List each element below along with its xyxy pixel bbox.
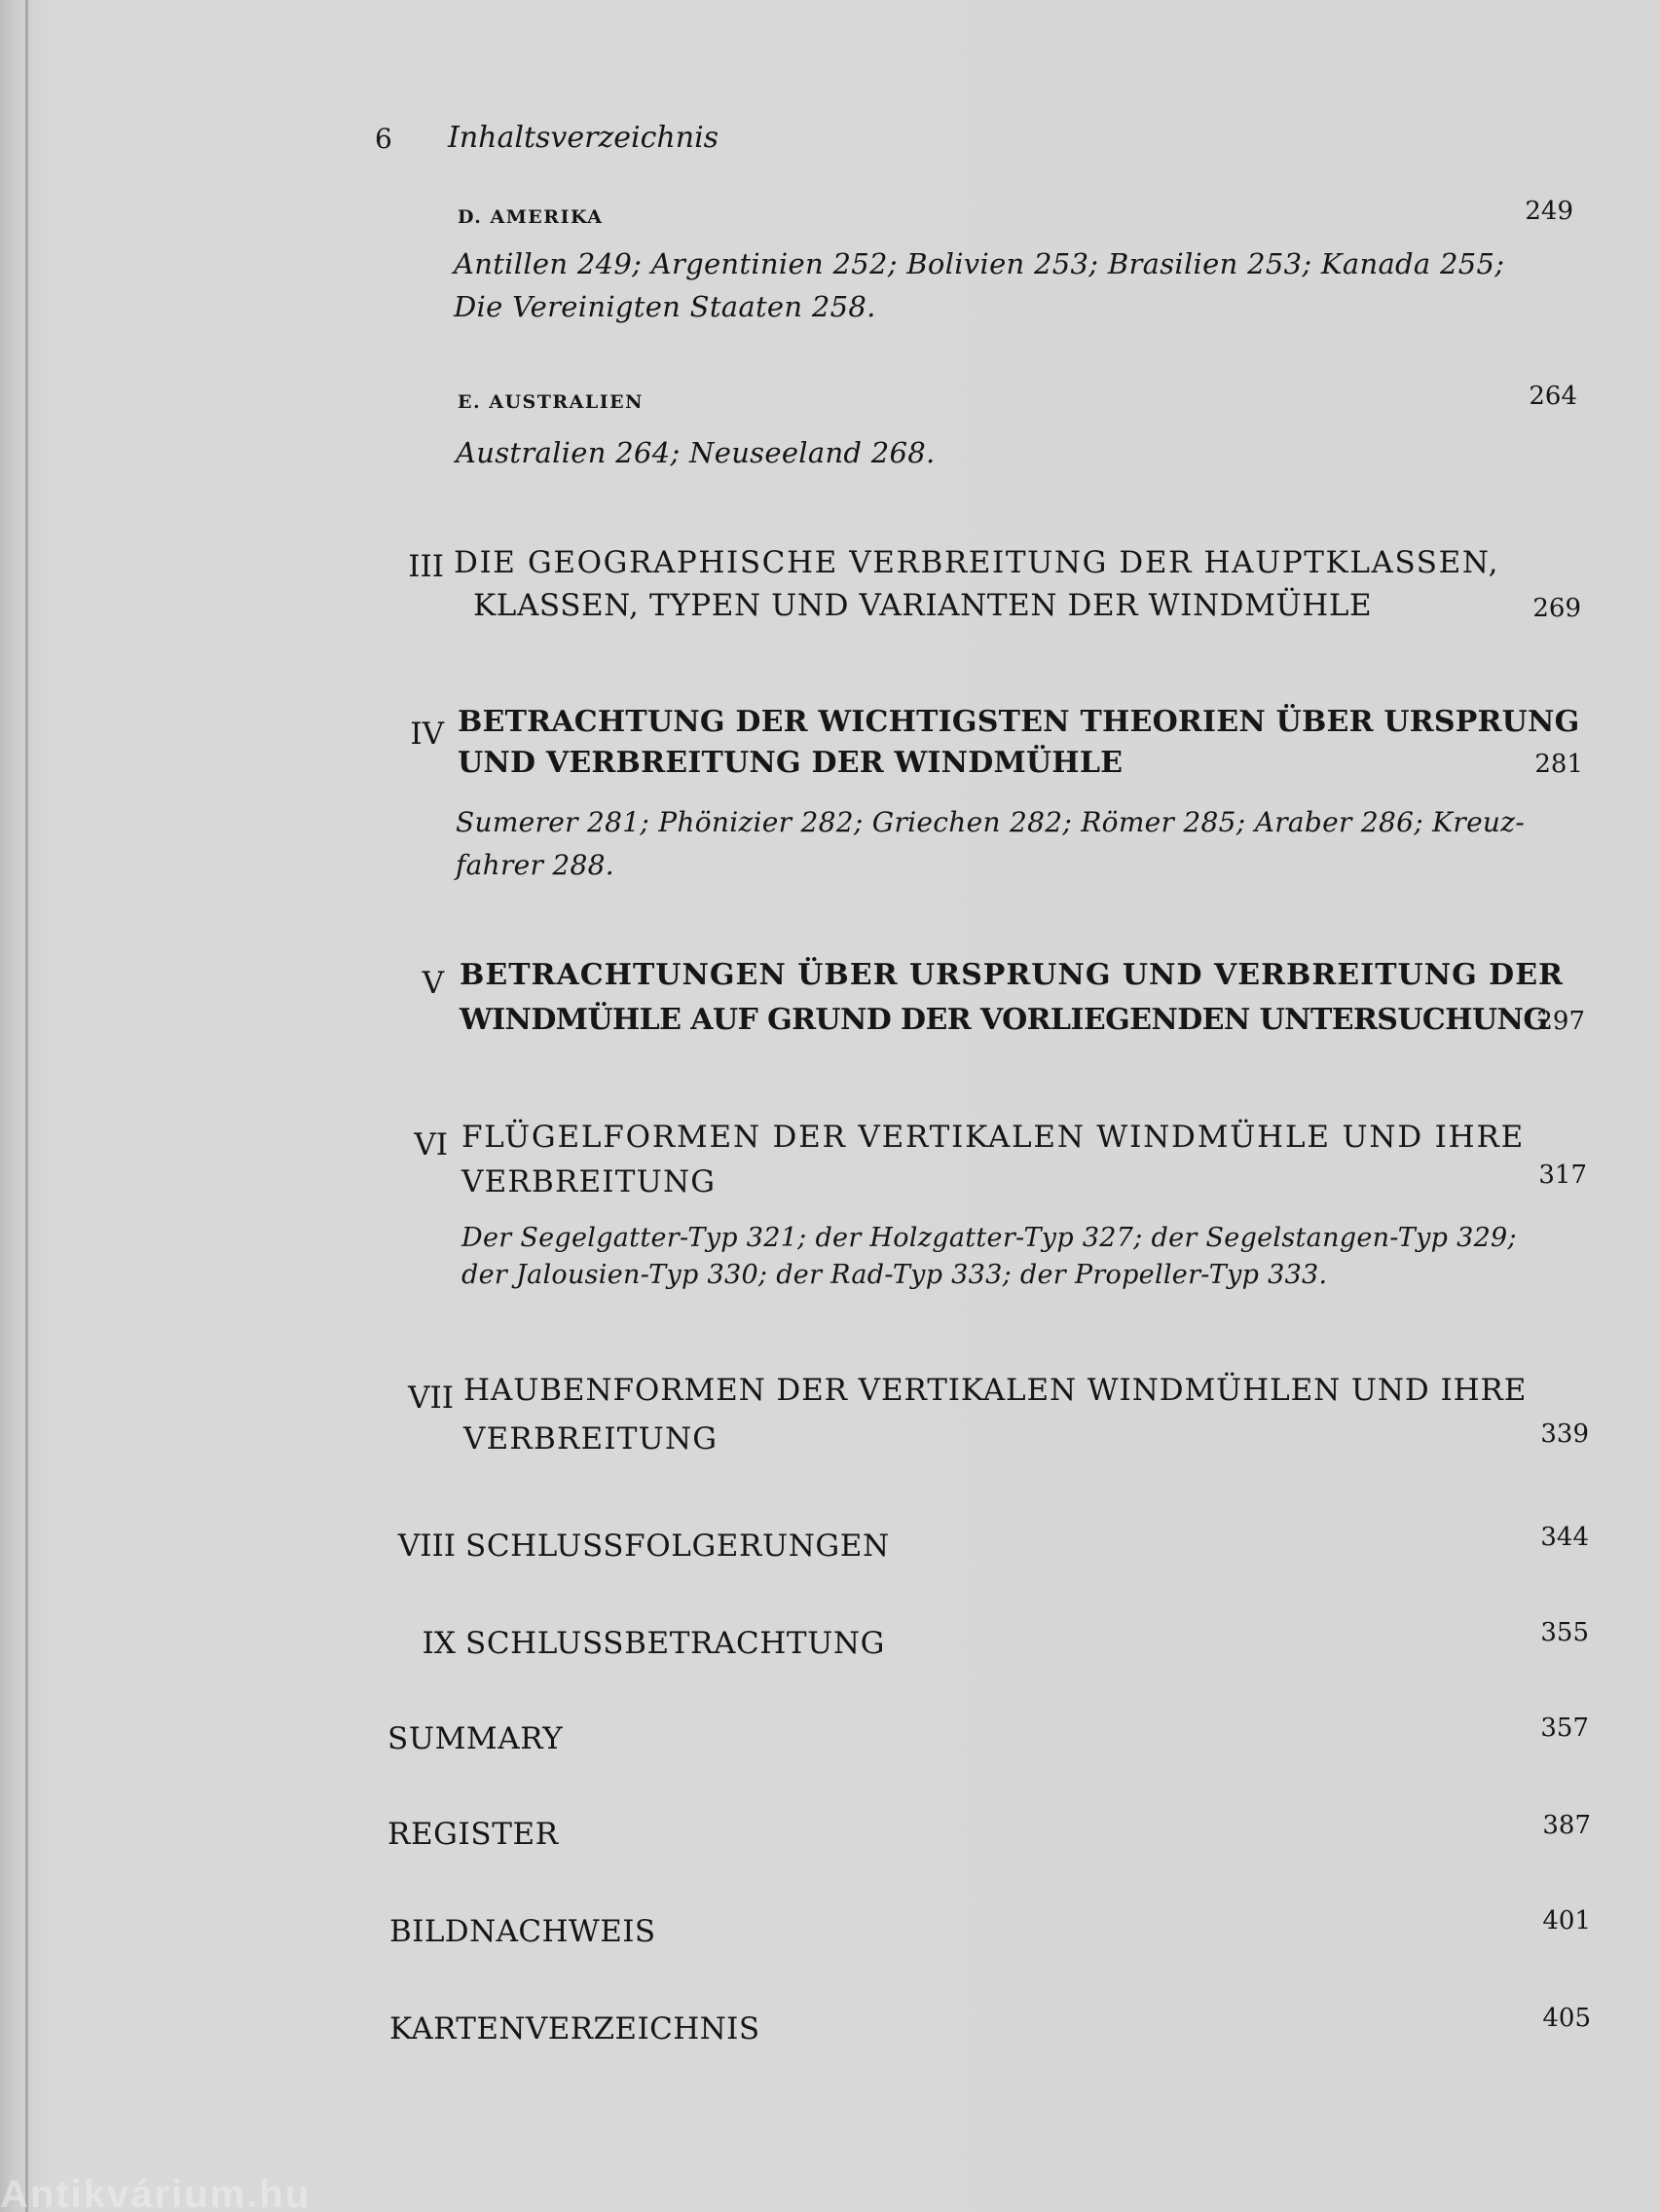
chapter-vi-page: 317 xyxy=(1538,1161,1587,1190)
australien-heading: E. AUSTRALIEN xyxy=(458,391,645,413)
kartenverzeichnis-page: 405 xyxy=(1542,2004,1591,2033)
chapter-v-title-line1: BETRACHTUNGEN ÜBER URSPRUNG UND VERBREITUNG DER xyxy=(460,958,1564,992)
chapter-iii-title-line2: KLASSEN, TYPEN UND VARIANTEN DER WINDMÜHLE xyxy=(473,588,1373,623)
chapter-iv-title-line2: UND VERBREITUNG DER WINDMÜHLE xyxy=(458,746,1124,780)
chapter-viii-page: 344 xyxy=(1540,1523,1589,1552)
header-page-number: 6 xyxy=(375,123,392,155)
summary-label: SUMMARY xyxy=(387,1721,564,1756)
chapter-vii-page: 339 xyxy=(1540,1419,1589,1449)
header-title: Inhaltsverzeichnis xyxy=(448,121,719,155)
chapter-ix-page: 355 xyxy=(1540,1618,1589,1647)
chapter-ix-title: SCHLUSSBETRACHTUNG xyxy=(465,1626,885,1661)
chapter-vii-numeral: VII xyxy=(408,1381,454,1416)
chapter-iv-entries-line1: Sumerer 281; Phönizier 282; Griechen 282; Römer 285; Araber 286; Kreuz- xyxy=(456,806,1526,838)
register-page: 387 xyxy=(1542,1811,1591,1840)
chapter-vii-title-line2: VERBREITUNG xyxy=(463,1421,719,1456)
chapter-iv-page: 281 xyxy=(1534,750,1583,779)
australien-page: 264 xyxy=(1529,382,1577,411)
summary-page: 357 xyxy=(1540,1714,1589,1743)
chapter-vi-title-line1: FLÜGELFORMEN DER VERTIKALEN WINDMÜHLE UND IHRE xyxy=(461,1120,1526,1155)
chapter-vi-entries-line2: der Jalousien-Typ 330; der Rad-Typ 333; der Propeller-Typ 333. xyxy=(461,1260,1328,1290)
chapter-vi-entries-line1: Der Segelgatter-Typ 321; der Holzgatter-Typ 327; der Segelstangen-Typ 329; xyxy=(461,1223,1517,1253)
chapter-v-title-line2: WINDMÜHLE AUF GRUND DER VORLIEGENDEN UNTERSUCHUNG xyxy=(460,1003,1548,1037)
chapter-iv-entries-line2: fahrer 288. xyxy=(456,849,614,881)
chapter-v-page: 297 xyxy=(1536,1007,1585,1036)
chapter-vi-numeral: VI xyxy=(414,1127,448,1162)
chapter-viii-title: SCHLUSSFOLGERUNGEN xyxy=(465,1529,890,1564)
chapter-iv-numeral: IV xyxy=(410,717,444,752)
chapter-viii-numeral: VIII xyxy=(397,1529,456,1564)
watermark: Antikvárium.hu xyxy=(0,2173,312,2212)
chapter-ix-numeral: IX xyxy=(422,1626,456,1661)
amerika-entries-line2: Die Vereinigten Staaten 258. xyxy=(454,290,876,323)
chapter-vi-title-line2: VERBREITUNG xyxy=(461,1164,717,1199)
amerika-heading: D. AMERIKA xyxy=(458,206,604,228)
chapter-iv-title-line1: BETRACHTUNG DER WICHTIGSTEN THEORIEN ÜBER URSPRUNG xyxy=(458,705,1580,739)
chapter-iii-title-line1: DIE GEOGRAPHISCHE VERBREITUNG DER HAUPTKLASSEN, xyxy=(454,545,1500,580)
amerika-entries-line1: Antillen 249; Argentinien 252; Bolivien 253; Brasilien 253; Kanada 255; xyxy=(454,247,1505,280)
bildnachweis-page: 401 xyxy=(1542,1906,1591,1936)
chapter-vii-title-line1: HAUBENFORMEN DER VERTIKALEN WINDMÜHLEN UND IHRE xyxy=(463,1373,1528,1408)
australien-entries-line1: Australien 264; Neuseeland 268. xyxy=(456,436,936,469)
chapter-v-numeral: V xyxy=(422,966,444,1001)
chapter-iii-numeral: III xyxy=(408,549,444,584)
amerika-page: 249 xyxy=(1525,197,1573,226)
kartenverzeichnis-label: KARTENVERZEICHNIS xyxy=(389,2011,760,2046)
register-label: REGISTER xyxy=(387,1817,559,1852)
chapter-iii-page: 269 xyxy=(1532,594,1581,623)
book-spine-edge xyxy=(25,0,28,2212)
bildnachweis-label: BILDNACHWEIS xyxy=(389,1914,656,1949)
